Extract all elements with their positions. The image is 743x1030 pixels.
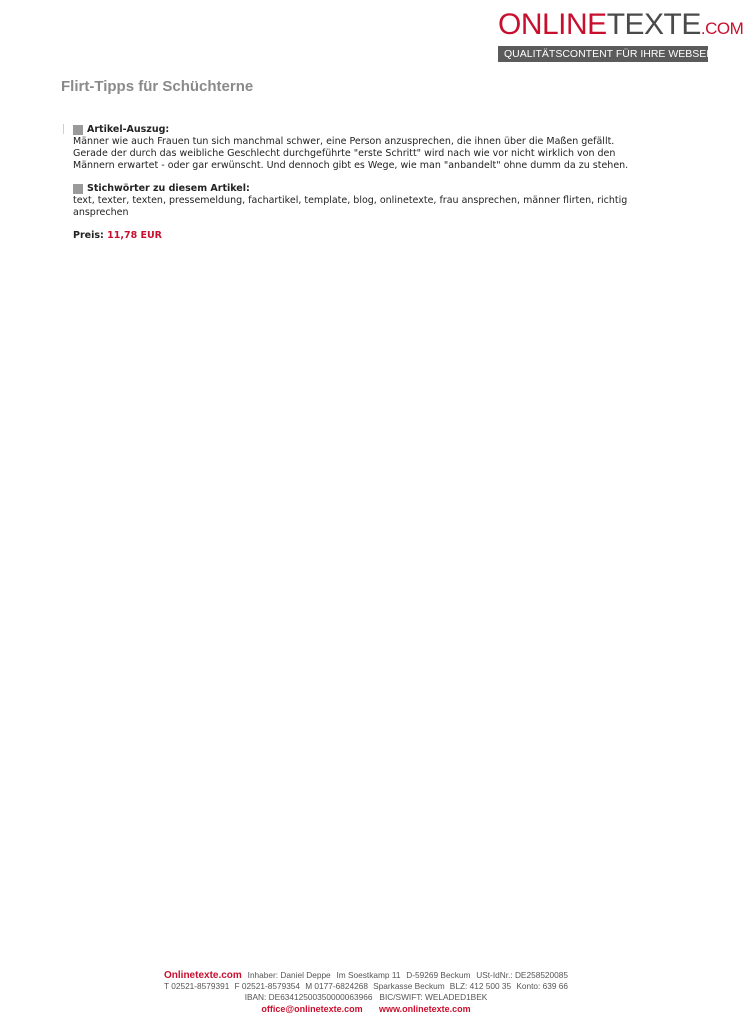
- page-title: Flirt-Tipps für Schüchterne: [61, 78, 254, 95]
- footer-account: Konto: 639 66: [516, 981, 568, 991]
- footer-iban: IBAN: DE63412500350000063966: [244, 992, 373, 1002]
- logo-wordmark: [498, 8, 743, 44]
- square-bullet-icon: [73, 125, 83, 135]
- footer-blz: BLZ: 412 500 35: [449, 981, 512, 991]
- footer-fax: F 02521-8579354: [234, 981, 301, 991]
- price-row: [73, 230, 643, 242]
- price-value: 11,78 EUR: [107, 230, 163, 241]
- keywords-text: text, texter, texten, pressemeldung, fachartikel, template, blog, onlinetexte, frau ansprechen, männer flirten, richtig ansprechen: [73, 195, 628, 218]
- footer-email-link[interactable]: office@onlinetexte.com: [261, 1004, 363, 1014]
- content-divider: [63, 124, 64, 134]
- footer-city: D-59269 Beckum: [406, 970, 471, 980]
- keywords-heading: [73, 183, 643, 195]
- footer-mobile: M 0177-6824268: [305, 981, 368, 991]
- page-footer: [164, 970, 568, 1015]
- footer-bic: BIC/SWIFT: WELADED1BEK: [379, 992, 488, 1002]
- excerpt-text: Männer wie auch Frauen tun sich manchmal schwer, eine Person anzusprechen, die ihnen über die Maßen gefällt. Gerade der durch das weibliche Geschlecht durchgeführte "erste Schritt" wird nach wie vor nicht wirklich von den Männern erwartet - oder gar erwünscht. Und dennoch gibt es Wege, wie man "anbandelt" ohne dumm da zu stehen.: [73, 136, 629, 171]
- article-content: [73, 124, 643, 242]
- price-label: Preis:: [73, 230, 104, 241]
- excerpt-heading: [73, 124, 643, 136]
- footer-brand: Onlinetexte.com: [164, 970, 242, 981]
- footer-vat: USt-IdNr.: DE258520085: [476, 970, 568, 980]
- footer-web-link[interactable]: www.onlinetexte.com: [378, 1004, 471, 1014]
- footer-street: Im Soestkamp 11: [336, 970, 401, 980]
- square-bullet-icon: [73, 184, 83, 194]
- logo-com: .COM: [700, 19, 743, 38]
- footer-bank: Sparkasse Beckum: [373, 981, 445, 991]
- brand-logo: [498, 8, 743, 62]
- logo-online: ONLINE: [498, 8, 607, 41]
- logo-texte: TEXTE: [606, 8, 701, 41]
- keywords-heading-label: Stichwörter zu diesem Artikel:: [87, 183, 250, 194]
- footer-owner: Inhaber: Daniel Deppe: [247, 970, 331, 980]
- footer-phone: T 02521-8579391: [164, 981, 230, 991]
- excerpt-heading-label: Artikel-Auszug:: [87, 124, 170, 135]
- logo-tagline: QUALITÄTSCONTENT FÜR IHRE WEBSEITE: [498, 46, 708, 62]
